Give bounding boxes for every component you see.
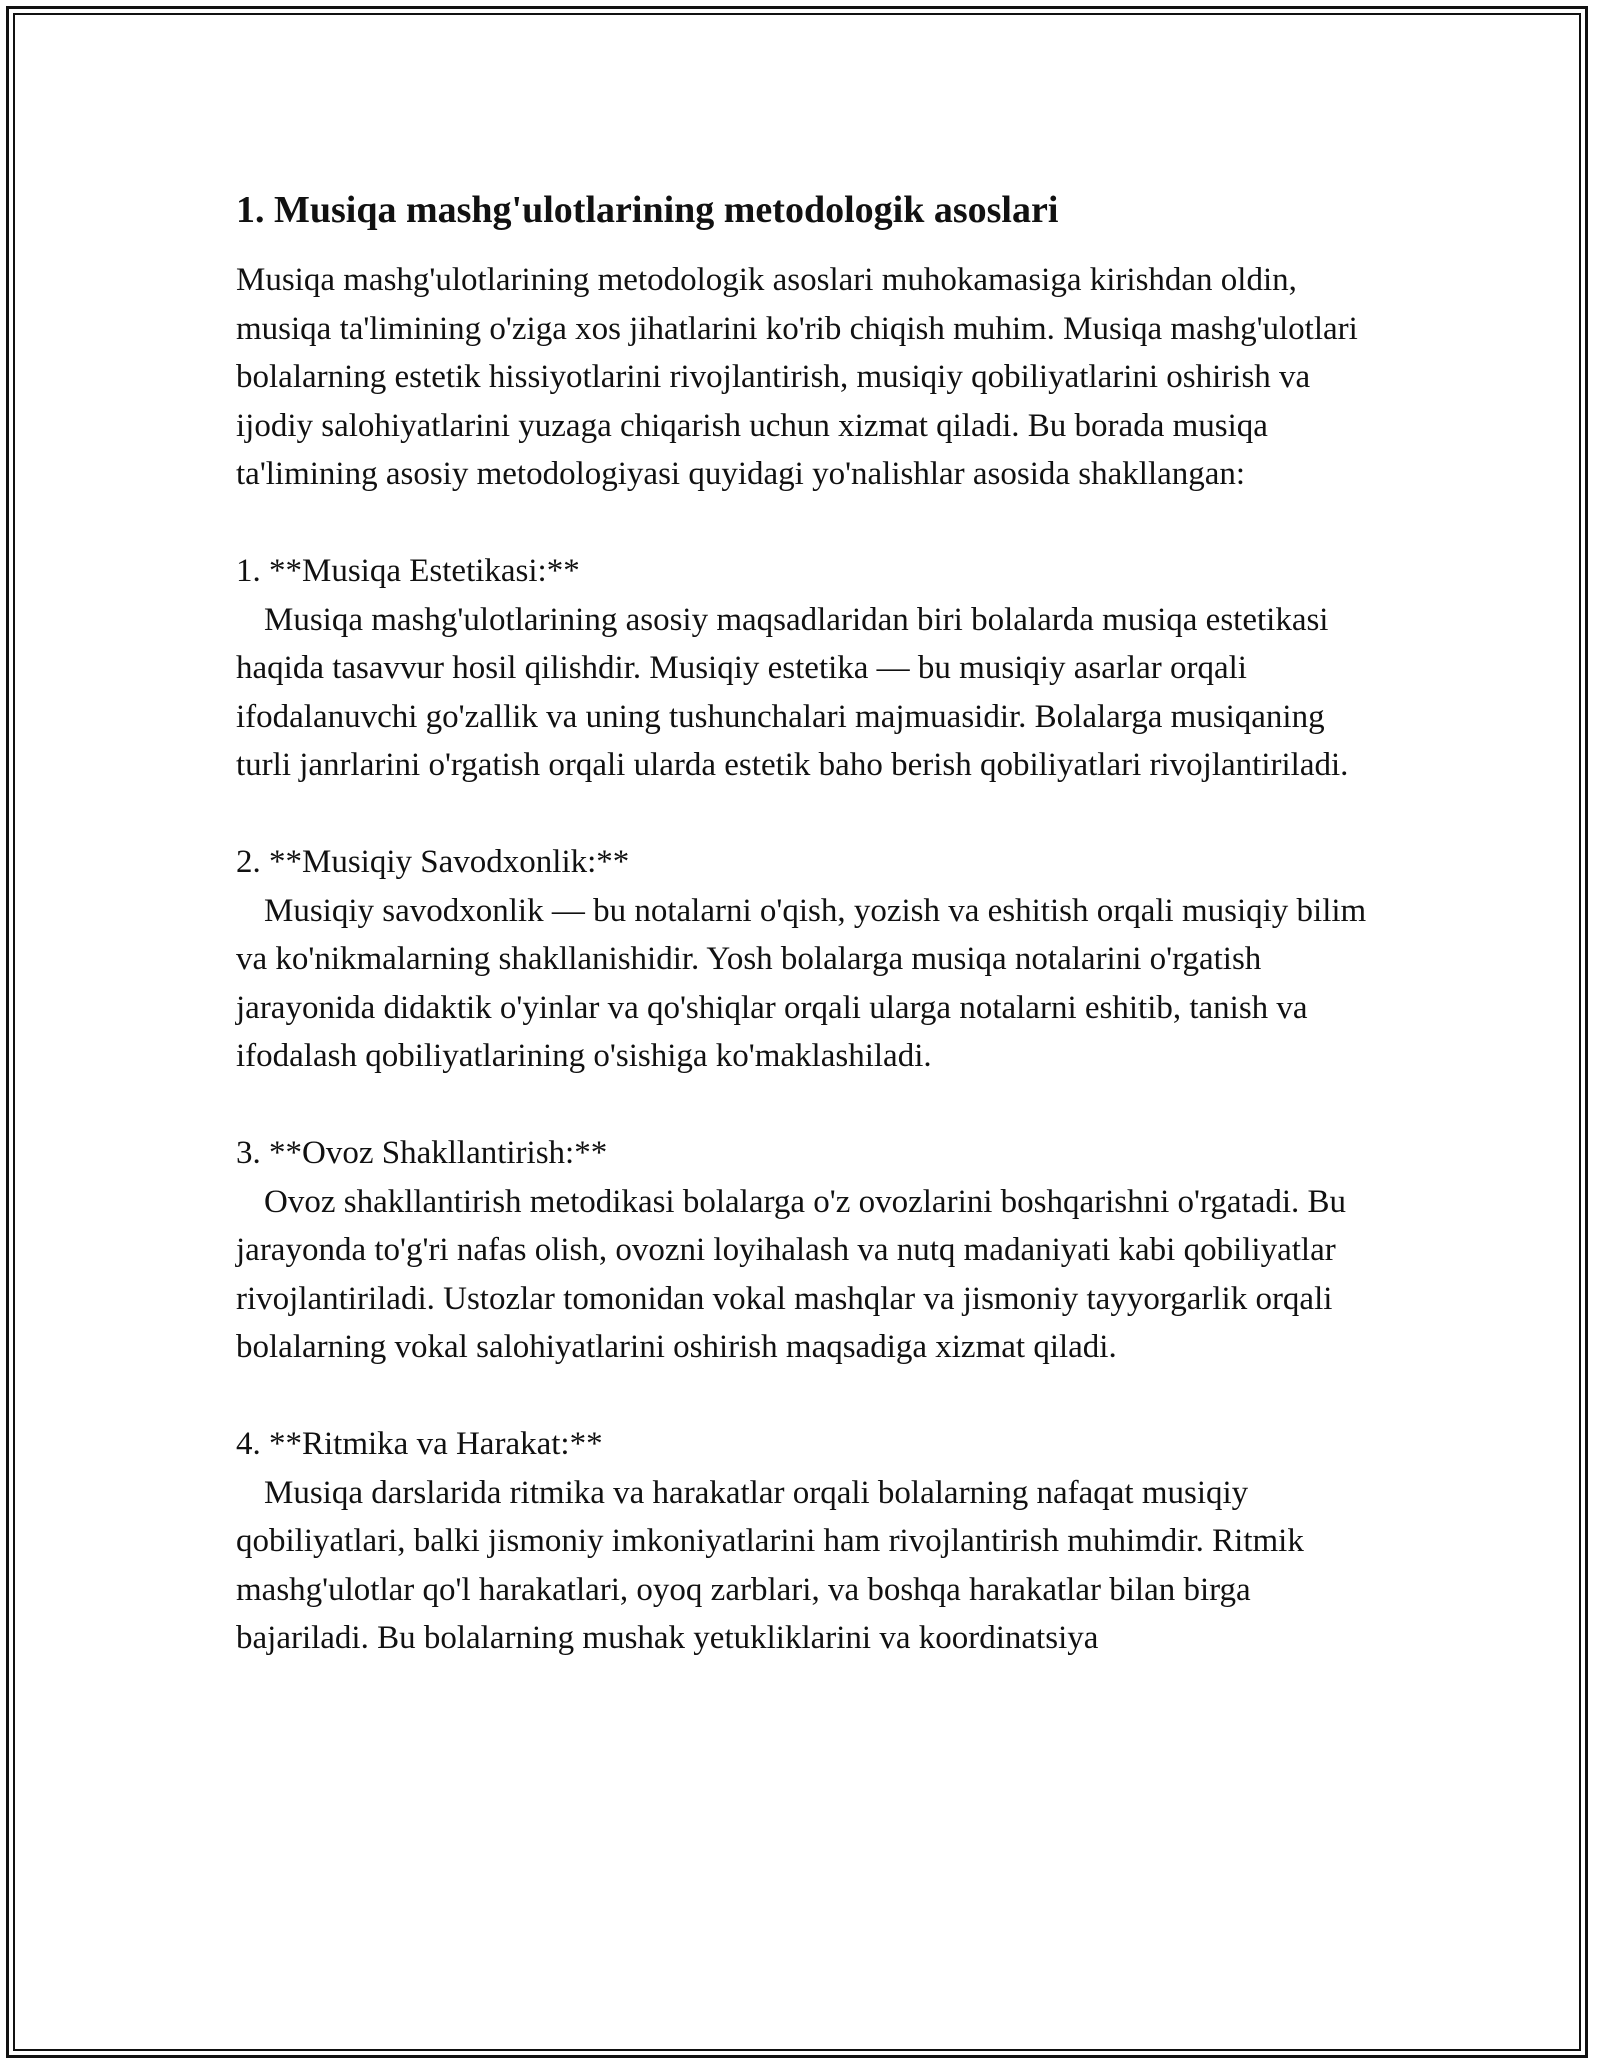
item-title: 3. **Ovoz Shakllantirish:** xyxy=(236,1135,608,1171)
list-item-rhythm xyxy=(236,1420,1376,1663)
section-heading: 1. Musiqa mashg'ulotlarining metodologik asoslari xyxy=(236,189,1059,231)
item-title: 4. **Ritmika va Harakat:** xyxy=(236,1426,603,1462)
item-title: 1. **Musiqa Estetikasi:** xyxy=(236,553,580,589)
list-item-literacy xyxy=(236,838,1376,1081)
item-body: Musiqiy savodxonlik — bu notalarni o'qish, yozish va eshitish orqali musiqiy bilim va ko'nikmalarning shakllanishidir. Yosh bolalarga musiqa notalarini o'rgatish jarayonida didaktik o'yinlar va qo'shiqlar orqali ularga notalarni eshitib, tanish va ifodalash qobiliyatlarining o'sishiga ko'maklashiladi. xyxy=(236,892,1367,1074)
intro-paragraph: Musiqa mashg'ulotlarining metodologik asoslari muhokamasiga kirishdan oldin, musiqa ta'limining o'ziga xos jihatlarini ko'rib chiqish muhim. Musiqa mashg'ulotlari bolalarning estetik hissiyotlarini rivojlantirish, musiqiy qobiliyatlarini oshirish va ijodiy salohiyatlarini yuzaga chiqarish uchun xizmat qiladi. Bu borada musiqa ta'limining asosiy metodologiyasi quyidagi yo'nalishlar asosida shakllangan: xyxy=(236,262,1358,492)
document-body xyxy=(236,186,1376,1663)
list-item-voice xyxy=(236,1129,1376,1372)
item-title: 2. **Musiqiy Savodxonlik:** xyxy=(236,844,630,880)
item-body: Ovoz shakllantirish metodikasi bolalarga o'z ovozlarini boshqarishni o'rgatadi. Bu jarayonda to'g'ri nafas olish, ovozni loyihalash va nutq madaniyati kabi qobiliyatlar rivojlantiriladi. Ustozlar tomonidan vokal mashqlar va jismoniy tayyorgarlik orqali bolalarning vokal salohiyatlarini oshirish maqsadiga xizmat qiladi. xyxy=(236,1183,1347,1365)
item-body: Musiqa mashg'ulotlarining asosiy maqsadlaridan biri bolalarda musiqa estetikasi haqida tasavvur hosil qilishdir. Musiqiy estetika — bu musiqiy asarlar orqali ifodalanuvchi go'zallik va uning tushunchalari majmuasidir. Bolalarga musiqaning turli janrlarini o'rgatish orqali ularda estetik baho berish qobiliyatlari rivojlantiriladi. xyxy=(236,601,1349,783)
item-body: Musiqa darslarida ritmika va harakatlar orqali bolalarning nafaqat musiqiy qobiliyatlari, balki jismoniy imkoniyatlarini ham rivojlantirish muhimdir. Ritmik mashg'ulotlar qo'l harakatlari, oyoq zarblari, va boshqa harakatlar bilan birga bajariladi. Bu bolalarning mushak yetukliklarini va koordinatsiya xyxy=(236,1474,1304,1656)
list-item-aesthetics xyxy=(236,547,1376,790)
